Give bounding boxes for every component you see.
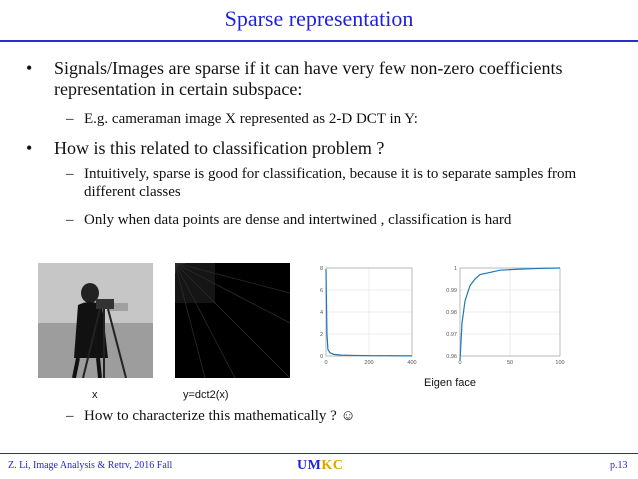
title-divider [0,40,638,42]
dct-image [175,263,290,378]
sub-bullet-dash: – [66,111,74,127]
sub-bullet-dash: – [66,212,74,228]
x-tick-label: 0 [324,360,328,366]
caption-eigen-face: Eigen face [424,377,476,389]
y-tick-label: 8 [319,266,323,272]
y-tick-label: 0 [319,354,323,360]
sub-bullet-dash: – [66,408,74,424]
y-tick-label: 2 [319,332,323,338]
eigenvalue-chart [312,262,417,372]
cumulative-energy-chart [436,262,566,372]
bullet-1-text: Signals/Images are sparse if it can have very few non-zero coefficients representation in certain subspace: [54,58,563,99]
page-number: p.13 [610,460,628,471]
y-tick-label: 0.96 [446,354,457,360]
bullet-dot: • [26,138,33,158]
cameraman-image [38,263,153,378]
umkc-logo [297,458,343,474]
caption-dct: y=dct2(x) [183,389,229,401]
x-tick-label: 50 [506,360,514,366]
logo-um: UM [297,458,322,473]
y-tick-label: 6 [319,288,323,294]
sub-bullet-2-text: Intuitively, sparse is good for classification, because it is to separate samples from different classes [84,166,577,200]
logo-kc: KC [321,458,344,473]
sub-bullet-3-text: Only when data points are dense and intertwined , classification is hard [84,212,512,228]
caption-x: x [92,389,98,401]
footer-citation: Z. Li, Image Analysis & Retrv, 2016 Fall [8,460,173,471]
x-tick-label: 100 [555,360,565,366]
sub-bullet-dash: – [66,166,74,182]
y-tick-label: 0.97 [446,332,457,338]
sub-bullet-1-text: E.g. cameraman image X represented as 2-D DCT in Y: [84,111,418,127]
x-tick-label: 400 [407,360,417,366]
y-tick-label: 1 [453,266,457,272]
y-tick-label: 0.99 [446,288,457,294]
bullet-2-text: How is this related to classification problem ? [54,138,385,158]
y-tick-label: 0.98 [446,310,457,316]
sub-bullet-4-text: How to characterize this mathematically ? ☺ [84,408,356,424]
x-tick-label: 0 [458,360,462,366]
y-tick-label: 4 [319,310,323,316]
x-tick-label: 200 [364,360,374,366]
slide-title: Sparse representation [224,6,414,31]
footer-divider [0,453,638,454]
bullet-dot: • [26,58,33,78]
